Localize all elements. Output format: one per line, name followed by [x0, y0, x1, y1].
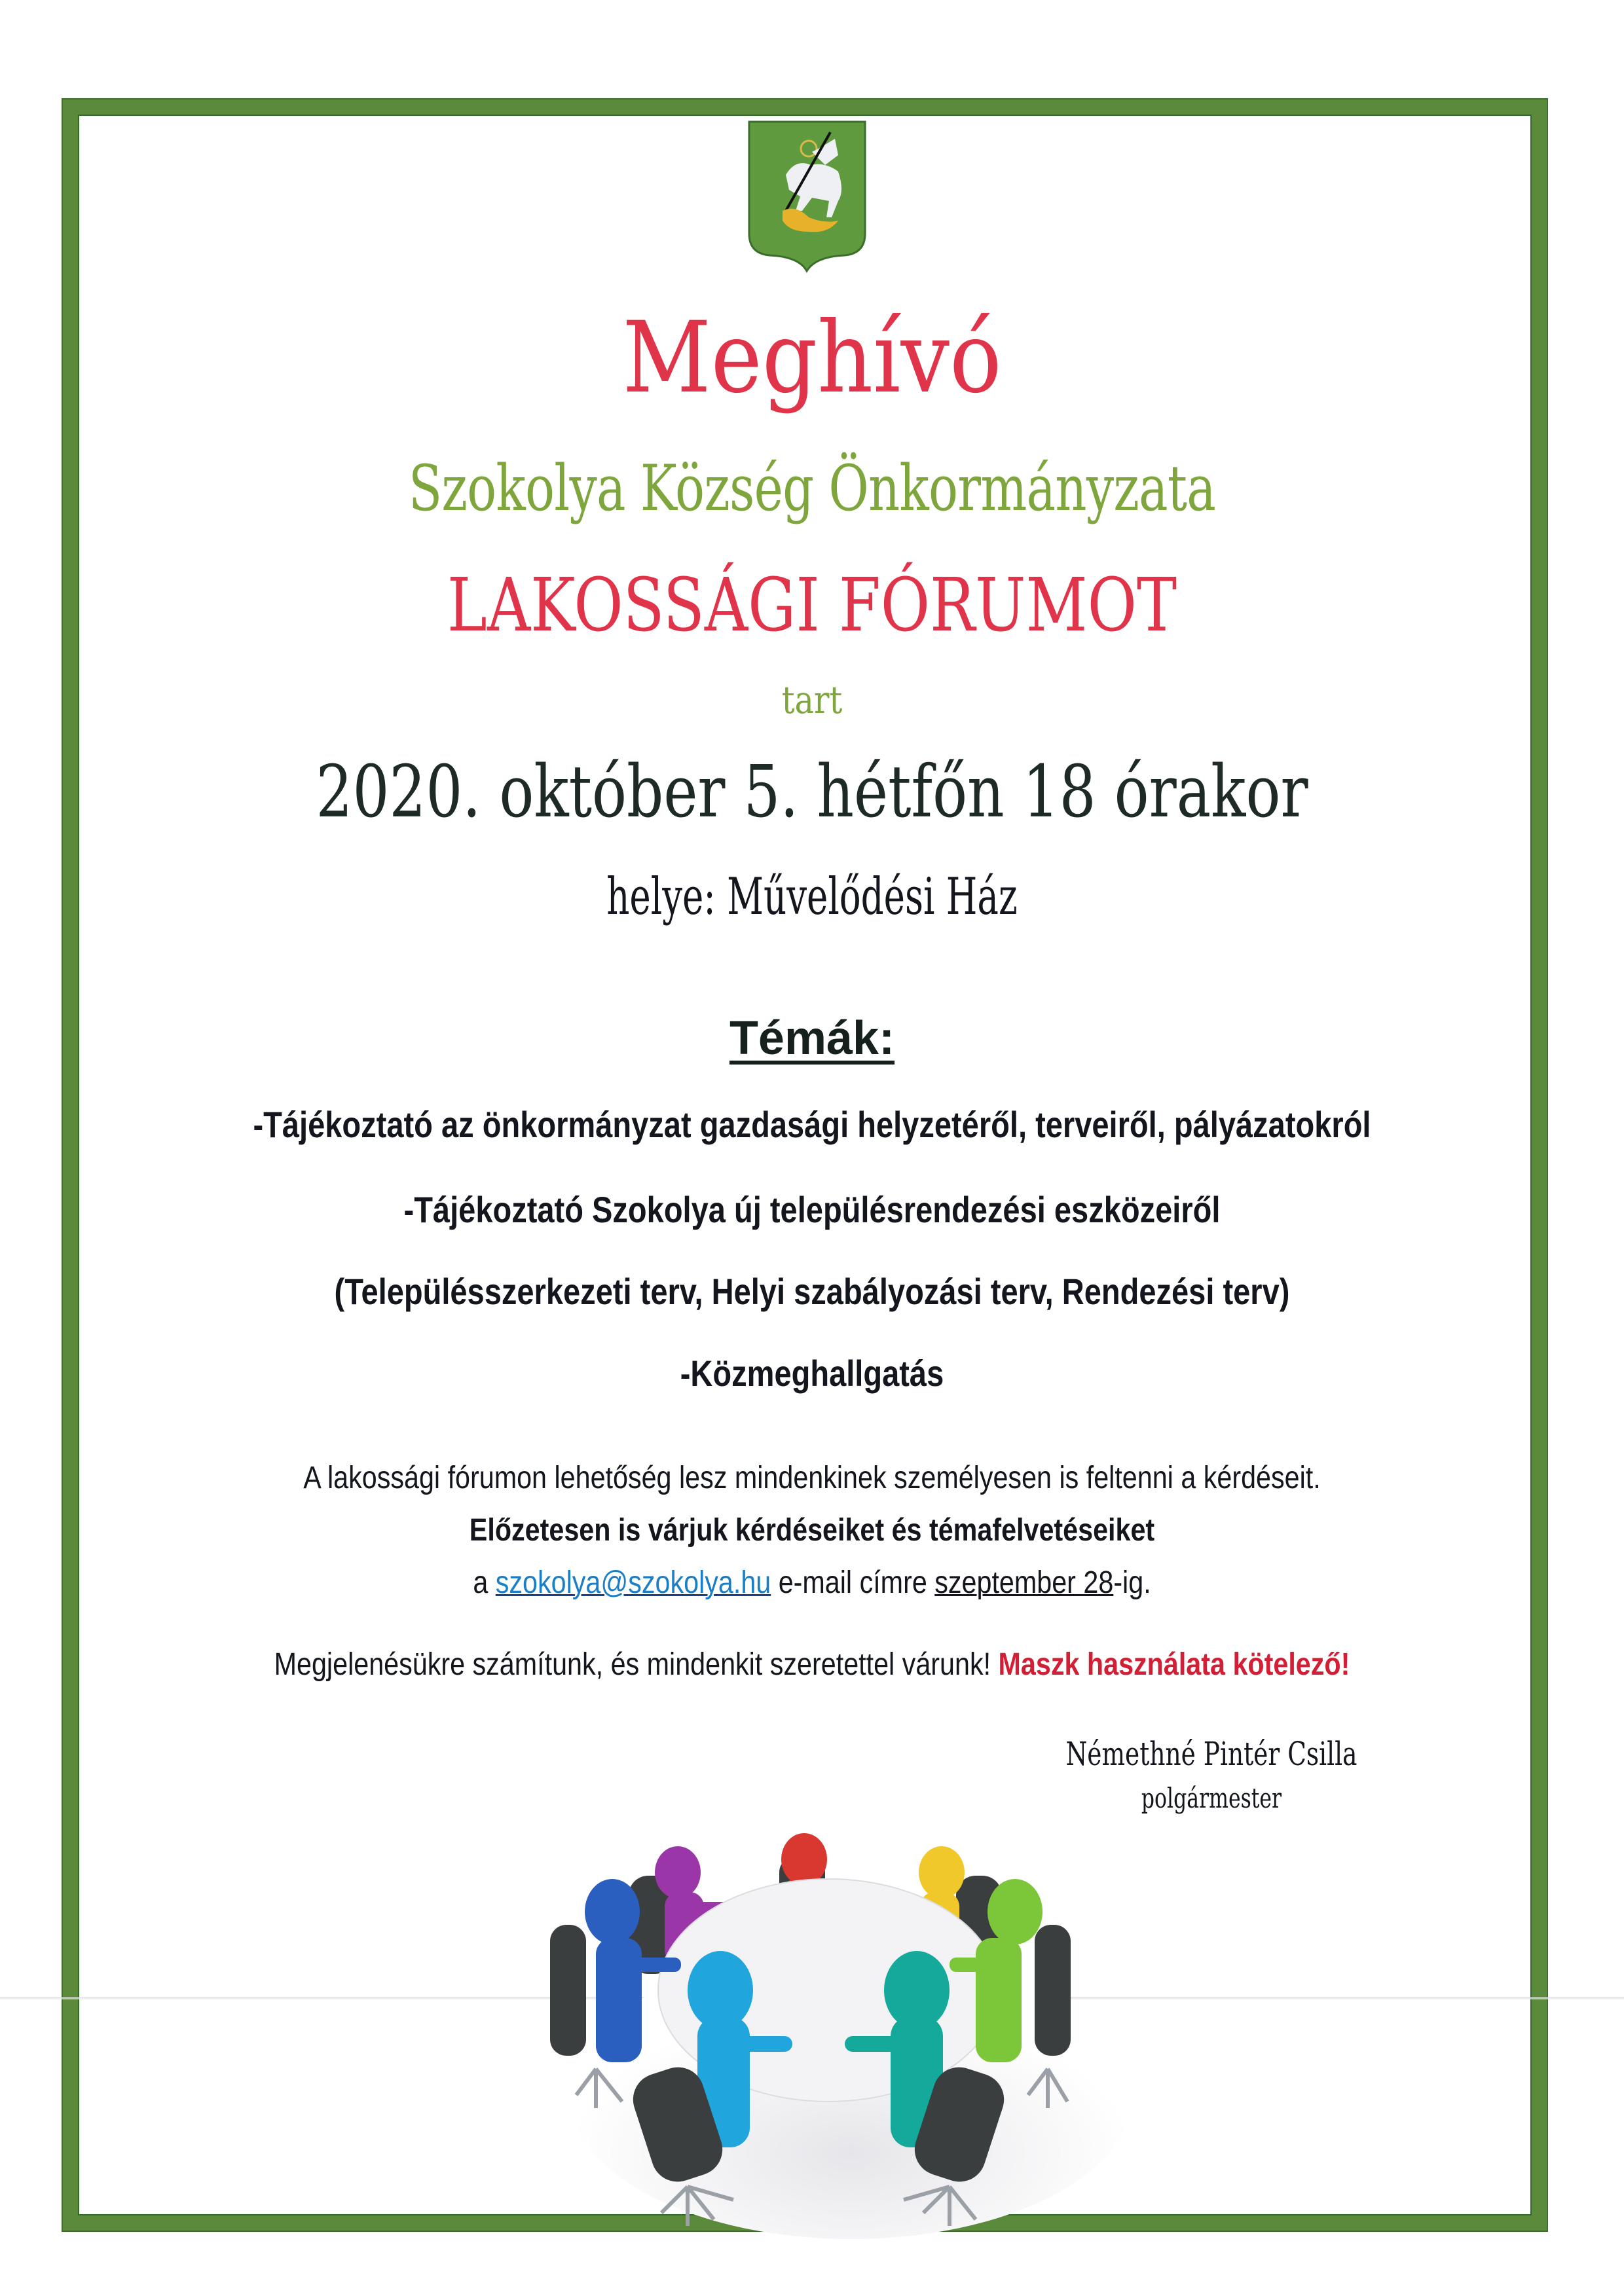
info-line-3 [114, 1565, 1511, 1601]
signer-role: polgármester [1141, 1782, 1282, 1814]
deadline-date: szeptember 28 [934, 1565, 1114, 1600]
info-line-3-middle: e-mail címre [771, 1565, 935, 1600]
organizer-name: Szokolya Község Önkormányzata [408, 452, 1216, 525]
topic-item: -Tájékoztató az önkormányzat gazdasági helyzetéről, terveiről, pályázatokról [253, 1104, 1371, 1145]
email-link[interactable]: szokolya@szokolya.hu [495, 1565, 771, 1600]
topic-item: (Településszerkezeti terv, Helyi szabályozási terv, Rendezési terv) [334, 1271, 1290, 1312]
info-line-3-prefix: a [473, 1565, 496, 1600]
signer-name: Némethné Pintér Csilla [1065, 1735, 1357, 1773]
event-location: helye: Művelődési Ház [606, 867, 1018, 926]
event-datetime: 2020. október 5. hétfőn 18 órakor [316, 750, 1308, 833]
info-line-1: A lakossági fórumon lehetőség lesz mindenkinek személyesen is feltenni a kérdéseit. [303, 1461, 1321, 1495]
round-table-meeting-icon [524, 1820, 1179, 2239]
topics-heading [0, 1011, 1624, 1065]
topics-heading-text: Témák: [729, 1012, 895, 1065]
info-line-3-suffix: -ig. [1113, 1565, 1151, 1600]
info-line-2: Előzetesen is várjuk kérdéseiket és témafelvetéseiket [469, 1513, 1155, 1548]
mask-notice: Maszk használata kötelező! [998, 1647, 1350, 1682]
topic-item: -Tájékoztató Szokolya új településrendezési eszközeiről [403, 1189, 1221, 1230]
closing-line [114, 1647, 1511, 1683]
closing-text: Megjelenésükre számítunk, és mindenkit szeretettel várunk! [274, 1647, 999, 1682]
coat-of-arms-icon [747, 119, 868, 273]
invitation-title: Meghívó [622, 301, 1002, 415]
event-verb: tart [781, 678, 843, 722]
topic-item: -Közmeghallgatás [680, 1353, 944, 1394]
event-name: LAKOSSÁGI FÓRUMOT [447, 563, 1177, 648]
